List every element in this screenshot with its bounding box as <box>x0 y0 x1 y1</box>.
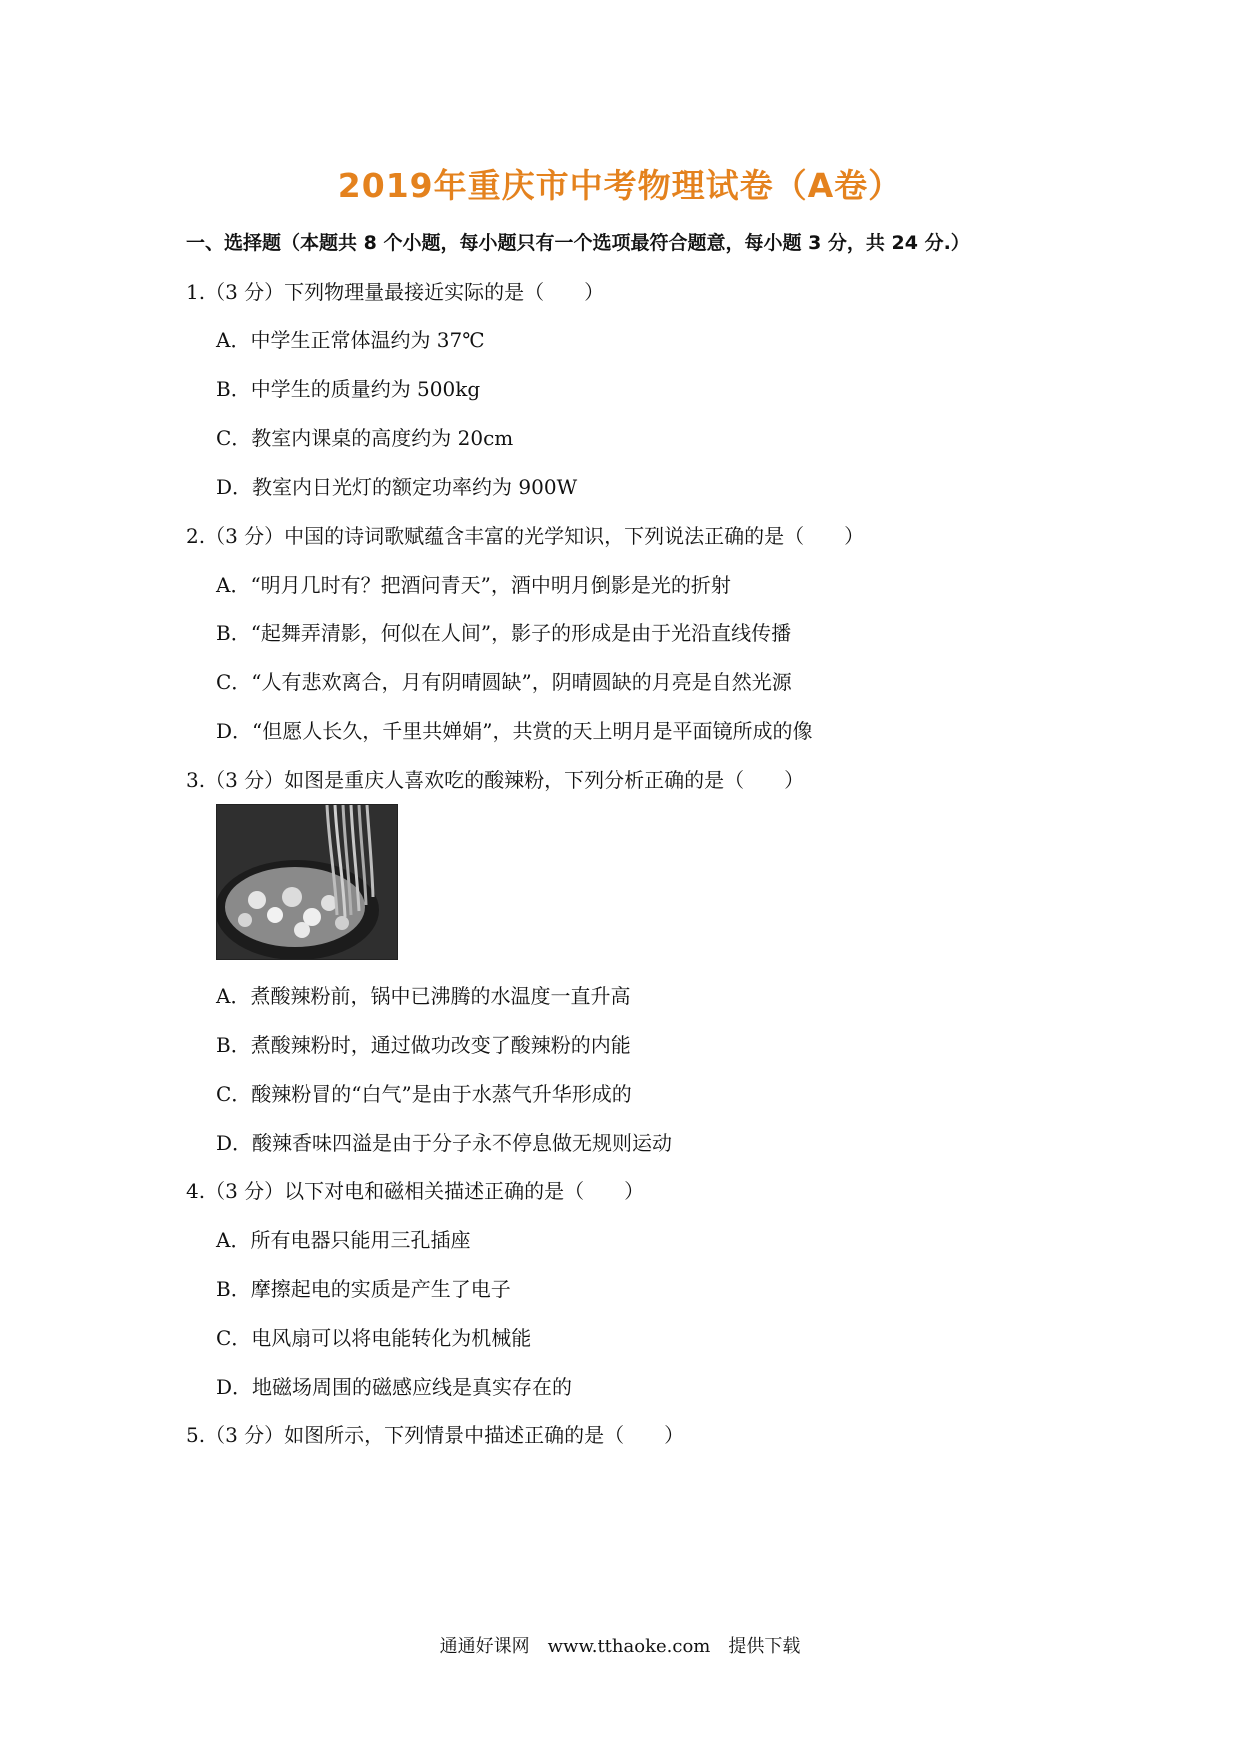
question-2-option-a: A．“明月几时有？把酒问青天”，酒中明月倒影是光的折射 <box>216 573 731 597</box>
question-4-option-a: A．所有电器只能用三孔插座 <box>216 1228 471 1252</box>
question-1-stem: 1.（3 分）下列物理量最接近实际的是（ ） <box>186 280 605 304</box>
question-1-option-d: D．教室内日光灯的额定功率约为 900W <box>216 475 578 499</box>
question-3-option-b: B．煮酸辣粉时，通过做功改变了酸辣粉的内能 <box>216 1033 631 1057</box>
question-1-option-c: C．教室内课桌的高度约为 20cm <box>216 426 514 450</box>
noodle-pot-illustration <box>217 805 397 959</box>
question-5-stem: 5.（3 分）如图所示，下列情景中描述正确的是（ ） <box>186 1423 685 1447</box>
question-4-stem: 4.（3 分）以下对电和磁相关描述正确的是（ ） <box>186 1179 645 1203</box>
page-footer: 通通好课网 www.tthaoke.com 提供下载 <box>439 1636 801 1657</box>
question-1-option-a: A．中学生正常体温约为 37℃ <box>216 328 485 352</box>
page-title: 2019年重庆市中考物理试卷（A卷） <box>337 166 903 205</box>
question-3-option-a: A．煮酸辣粉前，锅中已沸腾的水温度一直升高 <box>216 984 631 1008</box>
question-4-option-d: D．地磁场周围的磁感应线是真实存在的 <box>216 1375 573 1399</box>
sour-spicy-noodle-photo <box>216 804 398 960</box>
question-3-option-d: D．酸辣香味四溢是由于分子永不停息做无规则运动 <box>216 1131 673 1155</box>
question-2-stem: 2.（3 分）中国的诗词歌赋蕴含丰富的光学知识，下列说法正确的是（ ） <box>186 524 865 548</box>
question-3-option-c: C．酸辣粉冒的“白气”是由于水蒸气升华形成的 <box>216 1082 632 1106</box>
question-4-option-c: C．电风扇可以将电能转化为机械能 <box>216 1326 532 1350</box>
question-2-option-d: D．“但愿人长久，千里共婵娟”，共赏的天上明月是平面镜所成的像 <box>216 719 813 743</box>
question-2-option-c: C．“人有悲欢离合，月有阴晴圆缺”，阴晴圆缺的月亮是自然光源 <box>216 670 792 694</box>
question-3-stem: 3.（3 分）如图是重庆人喜欢吃的酸辣粉，下列分析正确的是（ ） <box>186 768 805 792</box>
question-1-option-b: B．中学生的质量约为 500kg <box>216 377 481 401</box>
section-heading: 一、选择题（本题共 8 个小题，每小题只有一个选项最符合题意，每小题 3 分，共 24 分.） <box>186 232 970 254</box>
question-4-option-b: B．摩擦起电的实质是产生了电子 <box>216 1277 511 1301</box>
question-2-option-b: B．“起舞弄清影，何似在人间”，影子的形成是由于光沿直线传播 <box>216 621 792 645</box>
